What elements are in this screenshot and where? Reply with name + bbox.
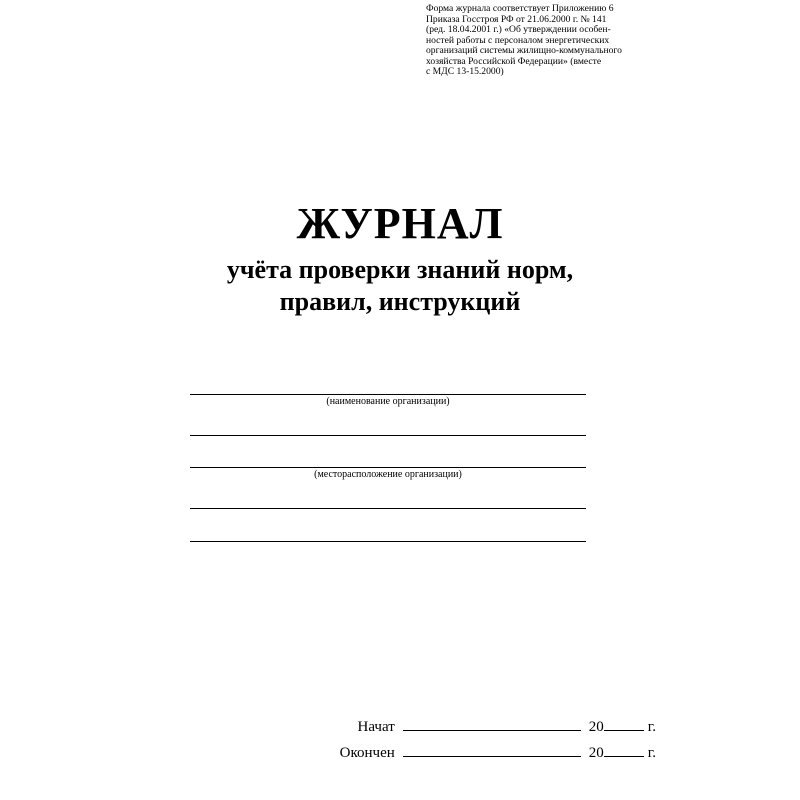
note-line: Приказа Госстроя РФ от 21.06.2000 г. № 141 [426,13,607,25]
started-date-blank [403,718,581,731]
started-year-suffix: г. [647,719,656,735]
ended-year-prefix: 20 [588,745,604,761]
subtitle-line-2: правил, инструкций [279,287,521,316]
ended-year-suffix: г. [647,745,656,761]
org-location-line-2 [190,508,586,509]
note-line: (ред. 18.04.2001 г.) «Об утверждении особен- [426,24,611,35]
org-name-caption: (наименование организации) [326,396,450,407]
note-line: с МДС 13-15.2000) [426,66,504,77]
org-location-caption: (месторасположение организации) [314,469,462,480]
org-name-line [190,394,586,395]
journal-title: ЖУРНАЛ [296,199,504,248]
ended-date-blank [403,744,581,757]
journal-subtitle [0,254,800,318]
form-reference-note [426,4,670,78]
started-year-prefix: 20 [588,719,604,735]
started-label: Начат [357,719,395,735]
started-year-blank [604,718,644,731]
ended-label: Окончен [339,745,395,761]
note-line: хозяйства Российской Федерации» (вместе [426,55,602,67]
ended-year-blank [604,744,644,757]
org-location-line [190,467,586,468]
note-line: организаций системы жилищно-коммунального [426,45,622,56]
subtitle-line-1: учёта проверки знаний норм, [226,255,574,284]
ended-row [331,744,656,762]
org-name-line-2 [190,435,586,436]
started-row [331,718,656,736]
org-location-line-3 [190,541,586,542]
note-line: Форма журнала соответствует Приложению 6 [426,3,614,14]
note-line: ностей работы с персоналом энергетических [426,34,610,46]
